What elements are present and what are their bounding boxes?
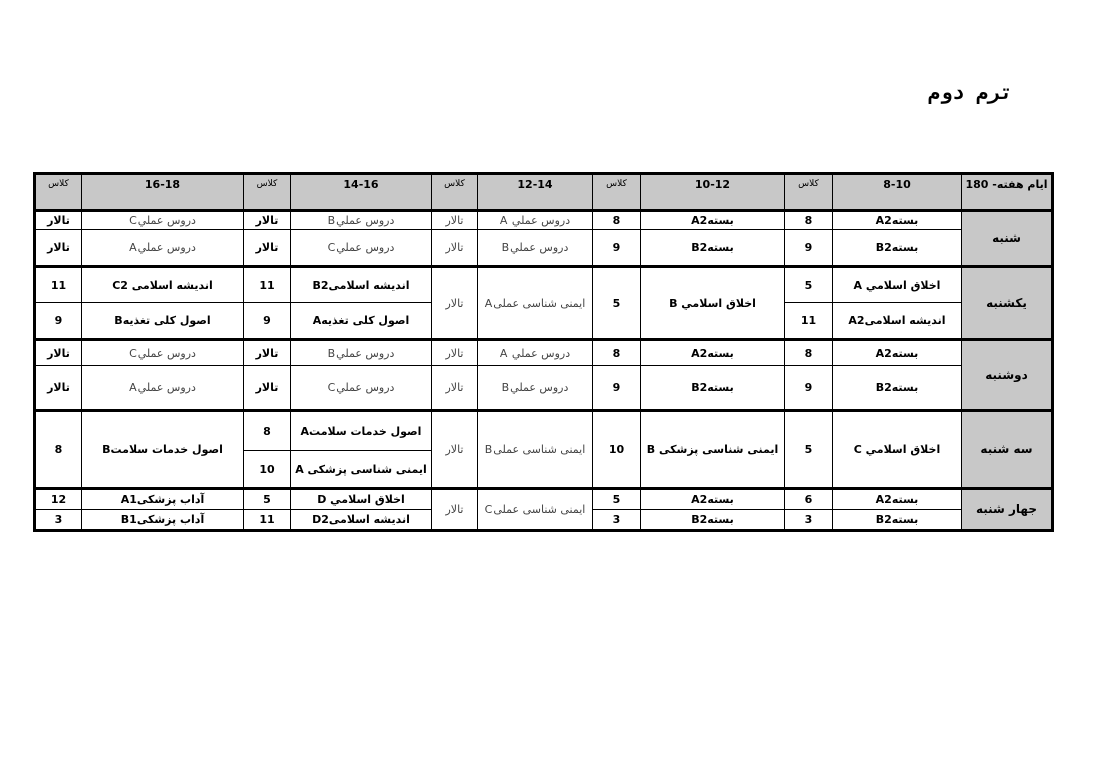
room-cell: 12 <box>35 489 82 510</box>
room-cell: 3 <box>593 510 641 531</box>
sunday-row-1 <box>35 267 1053 303</box>
course-cell: اندیشه اسلامیB2 <box>291 267 432 303</box>
course-cell: دروس عمليA <box>82 230 244 267</box>
course-cell: بستهA2 <box>641 489 785 510</box>
course-cell: بستهB2 <box>641 510 785 531</box>
room-cell: تالار <box>35 211 82 230</box>
course-cell: ایمنی شناسی عملیA <box>478 267 593 340</box>
day-label-saturday: شنبه <box>962 211 1053 267</box>
course-cell: بستهB2 <box>641 230 785 267</box>
room-cell: 11 <box>785 303 833 340</box>
room-cell: تالار <box>432 340 478 366</box>
course-cell: بستهB2 <box>833 366 962 411</box>
room-cell: 10 <box>244 451 291 489</box>
course-cell: اندیشه اسلامیA2 <box>833 303 962 340</box>
header-row <box>35 174 1053 211</box>
room-cell: 10 <box>593 411 641 489</box>
room-cell: 9 <box>785 230 833 267</box>
course-cell: ایمنی شناسی عملیC <box>478 489 593 531</box>
course-cell: ایمنی شناسی عملیB <box>478 411 593 489</box>
room-cell: 9 <box>593 366 641 411</box>
room-cell: تالار <box>244 211 291 230</box>
course-cell: اندیشه اسلامی C2 <box>82 267 244 303</box>
class-column-header: كلاس <box>785 174 833 211</box>
room-cell: تالار <box>35 340 82 366</box>
course-cell: اندیشه اسلامیD2 <box>291 510 432 531</box>
room-cell: 3 <box>785 510 833 531</box>
course-cell: دروس عمليB <box>291 340 432 366</box>
course-cell: ایمنی شناسی پزشکی B <box>641 411 785 489</box>
room-cell: تالار <box>432 489 478 531</box>
room-cell: 11 <box>244 267 291 303</box>
course-cell: اخلاق اسلامي C <box>833 411 962 489</box>
course-cell: بستهB2 <box>833 510 962 531</box>
room-cell: تالار <box>432 230 478 267</box>
room-cell: 8 <box>593 340 641 366</box>
room-cell: 5 <box>244 489 291 510</box>
room-cell: تالار <box>432 411 478 489</box>
course-cell: دروس عمليC <box>82 211 244 230</box>
page-title: ترم دوم <box>928 80 1013 104</box>
course-cell: اخلاق اسلامي A <box>833 267 962 303</box>
room-cell: تالار <box>432 267 478 340</box>
room-cell: 9 <box>593 230 641 267</box>
course-cell: دروس عمليA <box>82 366 244 411</box>
room-cell: 5 <box>785 267 833 303</box>
course-cell: بستهB2 <box>641 366 785 411</box>
saturday-row-2 <box>35 230 1053 267</box>
day-label-wednesday: جهار شنبه <box>962 489 1053 531</box>
weekly-schedule-table <box>33 172 1054 532</box>
room-cell: 8 <box>785 211 833 230</box>
monday-row-1 <box>35 340 1053 366</box>
slot-header-12-14: 12-14 <box>478 174 593 211</box>
course-cell: آداب پزشکیA1 <box>82 489 244 510</box>
class-column-header: كلاس <box>244 174 291 211</box>
course-cell: بستهA2 <box>641 340 785 366</box>
course-cell: بستهA2 <box>833 211 962 230</box>
course-cell: دروس عمليC <box>291 230 432 267</box>
monday-row-2 <box>35 366 1053 411</box>
slot-header-8-10: 8-10 <box>833 174 962 211</box>
room-cell: 3 <box>35 510 82 531</box>
slot-header-16-18: 16-18 <box>82 174 244 211</box>
room-cell: 8 <box>785 340 833 366</box>
course-cell: بستهA2 <box>833 340 962 366</box>
room-cell: 5 <box>593 489 641 510</box>
course-cell: دروس عمليC <box>291 366 432 411</box>
course-cell: اصول خدمات سلامتA <box>291 411 432 451</box>
room-cell: تالار <box>244 340 291 366</box>
course-cell: بستهB2 <box>833 230 962 267</box>
course-cell: اصول کلی تغذیهA <box>291 303 432 340</box>
room-cell: تالار <box>35 230 82 267</box>
room-cell: 9 <box>244 303 291 340</box>
tuesday-row-1 <box>35 411 1053 451</box>
course-cell: آداب پزشکیB1 <box>82 510 244 531</box>
course-cell: بستهA2 <box>833 489 962 510</box>
room-cell: 11 <box>244 510 291 531</box>
room-cell: 9 <box>35 303 82 340</box>
room-cell: 11 <box>35 267 82 303</box>
room-cell: 9 <box>785 366 833 411</box>
room-cell: تالار <box>432 211 478 230</box>
course-cell: اخلاق اسلامي B <box>641 267 785 340</box>
class-column-header: كلاس <box>593 174 641 211</box>
room-cell: تالار <box>432 366 478 411</box>
course-cell: اخلاق اسلامي D <box>291 489 432 510</box>
course-cell: دروس عمليB <box>291 211 432 230</box>
room-cell: 8 <box>35 411 82 489</box>
course-cell: دروس عمليB <box>478 366 593 411</box>
slot-header-10-12: 10-12 <box>641 174 785 211</box>
course-cell: دروس عمليC <box>82 340 244 366</box>
room-cell: 8 <box>244 411 291 451</box>
room-cell: تالار <box>244 366 291 411</box>
wednesday-row-1 <box>35 489 1053 510</box>
day-label-monday: دوشنبه <box>962 340 1053 411</box>
course-cell: دروس عملي A <box>478 340 593 366</box>
course-cell: ایمنی شناسی پزشکی A <box>291 451 432 489</box>
room-cell: 6 <box>785 489 833 510</box>
day-label-sunday: یکشنبه <box>962 267 1053 340</box>
slot-header-14-16: 14-16 <box>291 174 432 211</box>
room-cell: 5 <box>785 411 833 489</box>
class-column-header: كلاس <box>35 174 82 211</box>
class-column-header: كلاس <box>432 174 478 211</box>
course-cell: دروس عمليB <box>478 230 593 267</box>
course-cell: اصول کلی تغذیهB <box>82 303 244 340</box>
day-label-tuesday: سه شنبه <box>962 411 1053 489</box>
course-cell: دروس عملي A <box>478 211 593 230</box>
days-column-header: ایام هفته- 180 <box>962 174 1053 211</box>
saturday-row-1 <box>35 211 1053 230</box>
room-cell: تالار <box>35 366 82 411</box>
course-cell: بستهA2 <box>641 211 785 230</box>
room-cell: 8 <box>593 211 641 230</box>
room-cell: 5 <box>593 267 641 340</box>
course-cell: اصول خدمات سلامتB <box>82 411 244 489</box>
room-cell: تالار <box>244 230 291 267</box>
